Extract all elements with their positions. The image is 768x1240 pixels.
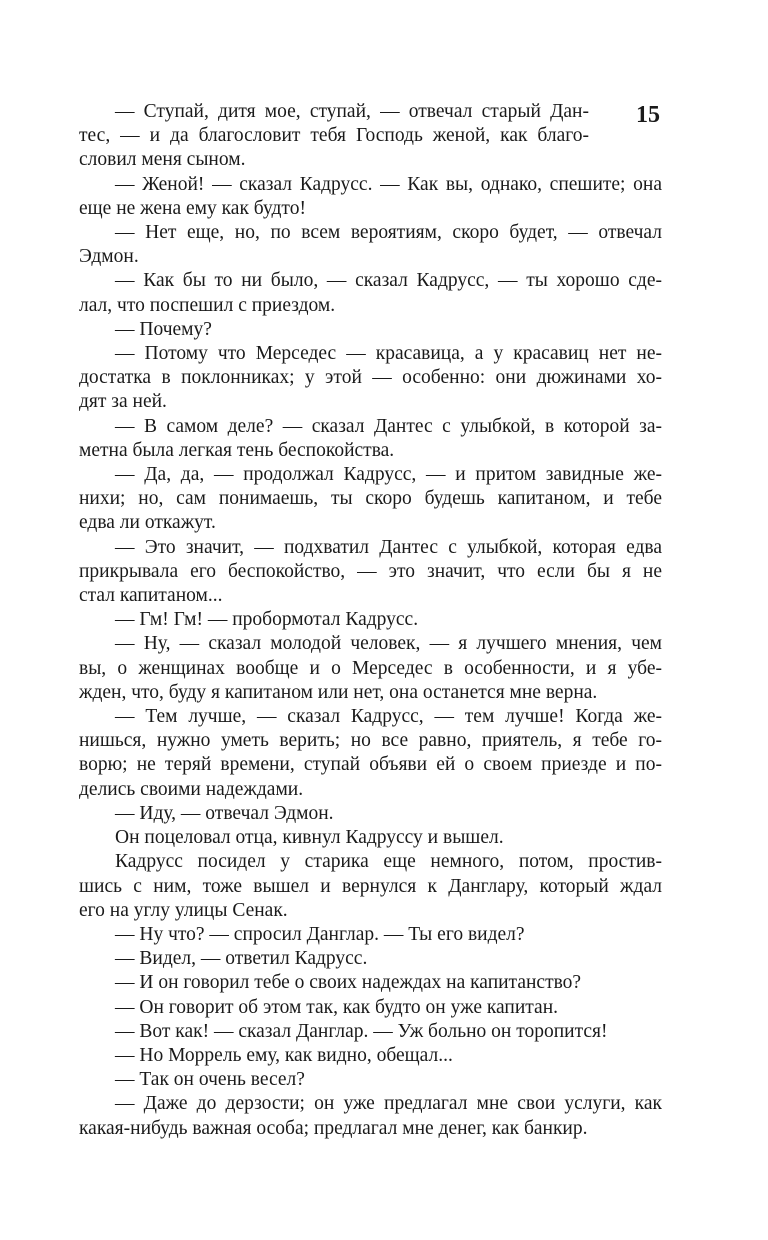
paragraph: [79, 850, 662, 923]
text-line: — Это значит, — подхватил Дантес с улыбкой, которая едва: [115, 536, 662, 558]
text-line: — Иду, — отвечал Эдмон.: [115, 802, 334, 824]
text-line: — Почему?: [115, 318, 212, 340]
text-line: дят за ней.: [79, 391, 167, 413]
text-line: — Гм! Гм! — пробормотал Кадрусс.: [115, 609, 419, 631]
text-line: — Ну что? — спросил Данглар. — Ты его видел?: [115, 923, 525, 945]
text-line: — Но Моррель ему, как видно, обещал...: [115, 1044, 453, 1066]
paragraph: [79, 1044, 662, 1068]
text-line: прикрывала его беспокойство, — это значит, что если бы я не: [79, 560, 662, 582]
page-number: 15: [636, 102, 660, 128]
paragraph: [79, 802, 662, 826]
text-line: жден, что, буду я капитаном или нет, она останется мне верна.: [79, 681, 598, 703]
text-line: едва ли откажут.: [79, 512, 216, 534]
paragraph: [79, 826, 662, 850]
paragraph: [79, 632, 662, 705]
paragraph: [79, 100, 662, 173]
text-line: словил меня сыном.: [79, 149, 246, 171]
paragraph: [79, 318, 662, 342]
text-line: — Потому что Мерседес — красавица, а у красавиц нет не-: [115, 343, 662, 365]
text-line: вы, о женщинах вообще и о Мерседес в особенности, и я убе-: [79, 657, 662, 679]
text-line: — Ну, — сказал молодой человек, — я лучшего мнения, чем: [115, 633, 662, 655]
text-line: метна была легкая тень беспокойства.: [79, 439, 395, 461]
text-line: еще не жена ему как будто!: [79, 197, 306, 219]
paragraph: [79, 269, 662, 317]
paragraph: [79, 971, 662, 995]
text-line: Эдмон.: [79, 246, 139, 268]
text-line: нишься, нужно уметь верить; но все равно, приятель, я тебе го-: [79, 730, 662, 752]
paragraph: [79, 536, 662, 609]
paragraph: [79, 173, 662, 221]
paragraph: [79, 1068, 662, 1092]
text-line: — В самом деле? — сказал Дантес с улыбкой, в которой за-: [115, 415, 662, 437]
text-line: Кадрусс посидел у старика еще немного, потом, простив-: [115, 851, 662, 873]
text-line: ворю; не теряй времени, ступай объяви ей о своем приезде и по-: [79, 754, 662, 776]
paragraph: [79, 923, 662, 947]
paragraph: [79, 1092, 662, 1140]
text-line: достатка в поклонниках; у этой — особенно: они дюжинами хо-: [79, 367, 662, 389]
paragraph: [79, 463, 662, 536]
text-line: — Нет еще, но, по всем вероятиям, скоро будет, — отвечал: [115, 222, 662, 244]
text-line: — Женой! — сказал Кадрусс. — Как вы, однако, спешите; она: [115, 173, 662, 195]
text-line: стал капитаном...: [79, 585, 223, 607]
paragraph: [79, 1020, 662, 1044]
text-line: — Так он очень весел?: [115, 1069, 305, 1091]
paragraph: [79, 705, 662, 802]
text-line: шись с ним, тоже вышел и вернулся к Данглару, который ждал: [79, 875, 662, 897]
paragraph: [79, 996, 662, 1020]
body-text: [79, 100, 662, 1141]
text-line: делись своими надеждами.: [79, 778, 304, 800]
paragraph: [79, 342, 662, 415]
text-line: какая-нибудь важная особа; предлагал мне денег, как банкир.: [79, 1117, 588, 1139]
text-line: — Видел, — ответил Кадрусс.: [115, 948, 368, 970]
text-line: — Вот как! — сказал Данглар. — Уж больно он торопится!: [115, 1020, 608, 1042]
text-line: — Он говорит об этом так, как будто он уже капитан.: [115, 996, 559, 1018]
text-line: его на углу улицы Сенак.: [79, 899, 288, 921]
text-line: нихи; но, сам понимаешь, ты скоро будешь капитаном, и тебе: [79, 488, 662, 510]
paragraph: [79, 221, 662, 269]
paragraph: [79, 947, 662, 971]
text-line: — Ступай, дитя мое, ступай, — отвечал старый Дан-: [115, 101, 589, 122]
text-line: лал, что поспешил с приездом.: [79, 294, 336, 316]
text-line: Он поцеловал отца, кивнул Кадруссу и вышел.: [115, 827, 504, 849]
paragraph: [79, 415, 662, 463]
text-line: — Даже до дерзости; он уже предлагал мне свои услуги, как: [115, 1093, 662, 1115]
text-line: — И он говорил тебе о своих надеждах на капитанство?: [115, 972, 582, 994]
paragraph: [79, 608, 662, 632]
text-line: — Да, да, — продолжал Кадрусс, — и притом завидные же-: [115, 464, 662, 486]
text-line: тес, — и да благословит тебя Господь женой, как благо-: [79, 125, 589, 147]
text-line: — Как бы то ни было, — сказал Кадрусс, — ты хорошо сде-: [115, 270, 662, 292]
text-line: — Тем лучше, — сказал Кадрусс, — тем лучше! Когда же-: [115, 706, 662, 728]
